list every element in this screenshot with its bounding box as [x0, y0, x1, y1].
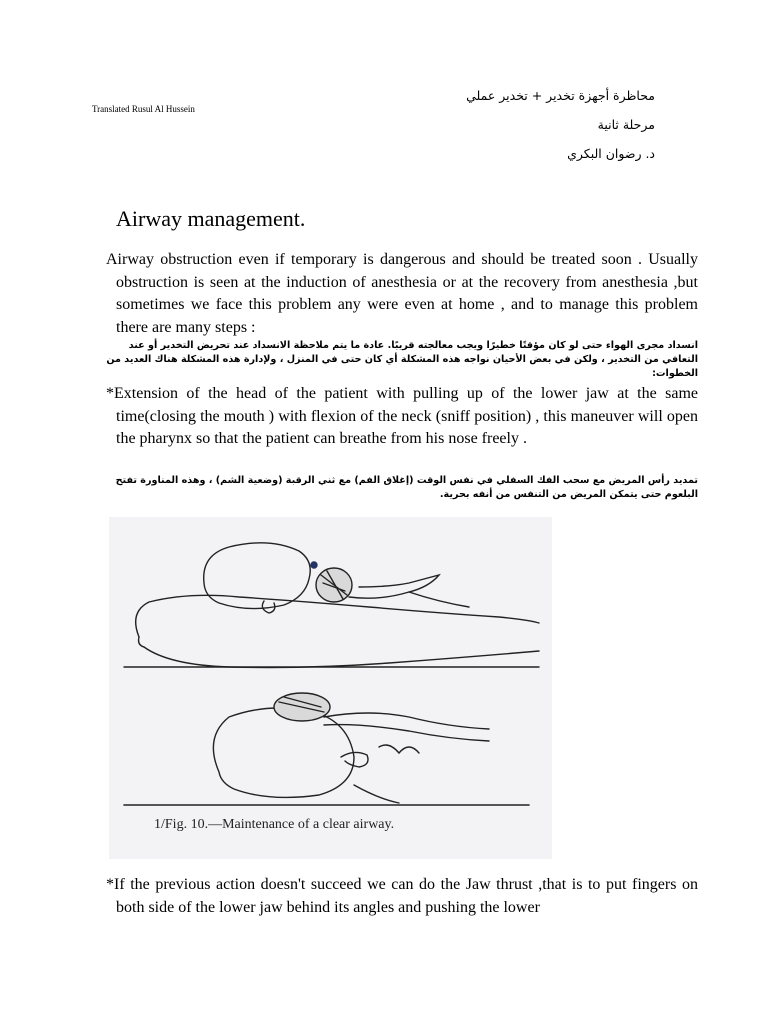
arabic-translation-1: انسداد مجرى الهواء حتى لو كان مؤقتًا خطيرًا ويجب معالجته قريبًا. عادة ما يتم ملاحظة الانسداد عند تحريض التخدير أو عند التعافي من التخدير ، ولكن في بعض الأحيان نواجه هذه المشكلة أي كان حتى في المنزل ، ولإدارة هذه المشكلة هناك العديد من الخطوات: [106, 340, 698, 379]
paragraph-jaw-thrust [106, 874, 698, 919]
paragraph-head-extension [106, 383, 698, 451]
figure-caption: 1/Fig. 10.—Maintenance of a clear airway. [154, 817, 395, 832]
arabic-translation-2: تمديد رأس المريض مع سحب الفك السفلي في نفس الوقت (إغلاق الفم) مع ثني الرقبة (وضعية الشم) ، وهذه المناورة تفتح البلعوم حتى يتمكن المريض من التنفس من أنفه بحرية. [115, 475, 698, 500]
arabic-lecture-title: محاظرة أجهزة تخدير + تخدير عملي [466, 88, 655, 103]
top-head-drawing [136, 543, 539, 668]
bottom-head-drawing [213, 693, 489, 803]
airway-illustration [109, 517, 552, 859]
paragraph-obstruction-text: Airway obstruction even if temporary is dangerous and should be treated soon . Usually obstruction is seen at the induction of anesthesia or at the recovery from anesthesia ,but sometimes we face this problem any were even at home , and to manage this problem there are many steps : [106, 251, 698, 336]
airway-figure [109, 517, 552, 859]
paragraph-head-extension-text: *Extension of the head of the patient with pulling up of the lower jaw at the same time(closing the mouth ) with flexion of the neck (sniff position) , this maneuver will open the pharynx so that the patient can breathe from his nose freely . [106, 385, 698, 448]
arabic-stage: مرحلة ثانية [597, 117, 655, 132]
arabic-lecturer: د. رضوان البكري [567, 146, 655, 161]
paragraph-jaw-thrust-text: *If the previous action doesn't succeed we can do the Jaw thrust ,that is to put fingers on both side of the lower jaw behind its angles and pushing the lower [106, 876, 698, 916]
translator-credit: Translated Rusul Al Hussein [92, 104, 195, 114]
page-title: Airway management. [116, 206, 306, 231]
paragraph-obstruction [106, 249, 698, 339]
